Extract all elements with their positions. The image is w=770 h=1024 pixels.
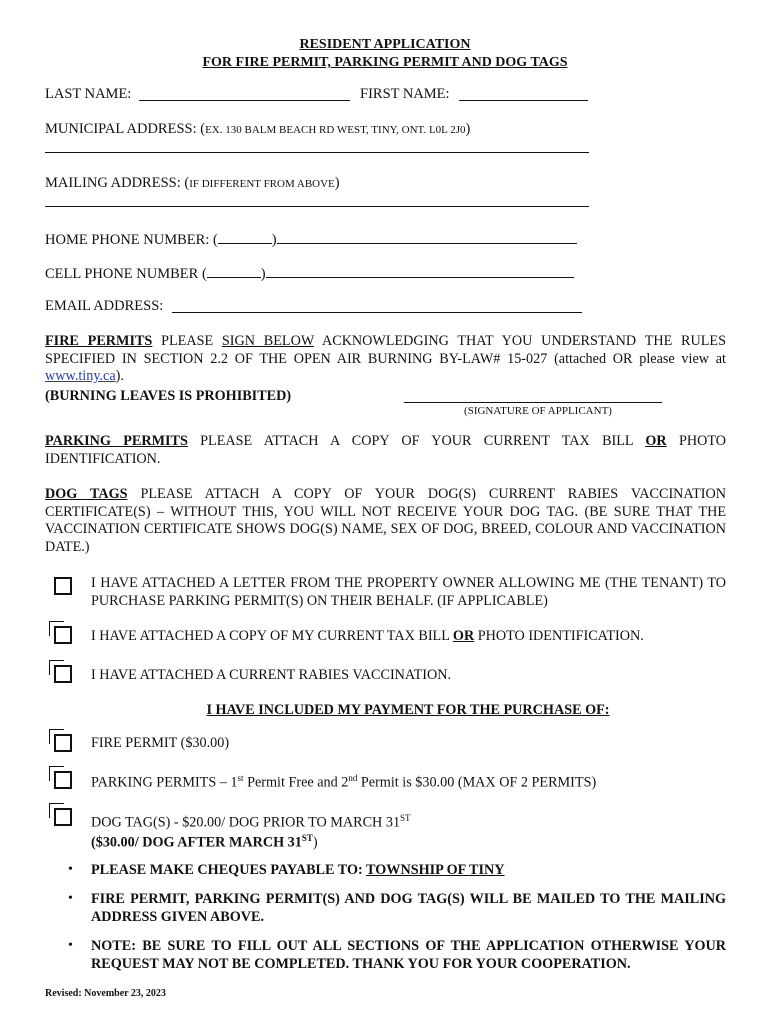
bullet-dot: • bbox=[68, 862, 73, 877]
cell-phone-area-field[interactable] bbox=[207, 263, 261, 278]
tax-bill-checkbox[interactable] bbox=[54, 626, 72, 644]
tenant-letter-checkbox[interactable] bbox=[54, 577, 72, 595]
signature-field[interactable] bbox=[404, 402, 662, 403]
township-of-tiny: TOWNSHIP OF TINY bbox=[366, 862, 505, 878]
fire-permits-heading: FIRE PERMITS bbox=[45, 333, 153, 349]
first-name-field[interactable] bbox=[459, 86, 588, 101]
cheques-payable-text: PLEASE MAKE CHEQUES PAYABLE TO: TOWNSHIP OF TINY bbox=[91, 862, 505, 878]
last-name-field[interactable] bbox=[139, 86, 350, 101]
first-name-label: FIRST NAME: bbox=[360, 86, 450, 102]
parking-permits-payment-text: PARKING PERMITS – 1st Permit Free and 2nd Permit is $30.00 (MAX OF 2 PERMITS) bbox=[91, 773, 597, 791]
burning-leaves-prohibited: (BURNING LEAVES IS PROHIBITED) bbox=[45, 388, 292, 404]
parking-permits-checkbox[interactable] bbox=[54, 771, 72, 789]
municipal-address-label: MUNICIPAL ADDRESS: (EX. 130 BALM BEACH RD WEST, TINY, ONT. L0L 2J0) bbox=[45, 121, 471, 137]
mailing-address-label: MAILING ADDRESS: (IF DIFFERENT FROM ABOVE) bbox=[45, 175, 340, 191]
last-name-label: LAST NAME: bbox=[45, 86, 132, 102]
fire-permit-checkbox[interactable] bbox=[54, 734, 72, 752]
dog-tags-heading: DOG TAGS bbox=[45, 486, 128, 502]
tenant-letter-text: I HAVE ATTACHED A LETTER FROM THE PROPERTY OWNER ALLOWING ME (THE TENANT) TO PURCHASE PARKING PERMIT(S) ON THEIR BEHALF. (IF APPLICABLE) bbox=[91, 575, 726, 609]
sign-below-text: SIGN BELOW bbox=[221, 333, 314, 349]
mailing-address-note: IF DIFFERENT FROM ABOVE bbox=[189, 178, 335, 190]
rabies-vaccination-text: I HAVE ATTACHED A CURRENT RABIES VACCINATION. bbox=[91, 667, 452, 683]
rabies-vaccination-checkbox[interactable] bbox=[54, 665, 72, 683]
parking-permits-heading: PARKING PERMITS bbox=[45, 433, 188, 449]
signature-label: (SIGNATURE OF APPLICANT) bbox=[464, 405, 612, 417]
cell-phone-label: CELL PHONE NUMBER ( ) bbox=[45, 263, 574, 283]
cell-phone-field[interactable] bbox=[266, 263, 574, 278]
bullet-dot: • bbox=[68, 938, 73, 953]
home-phone-area-field[interactable] bbox=[218, 229, 272, 244]
home-phone-field[interactable] bbox=[277, 229, 577, 244]
revised-date: Revised: November 23, 2023 bbox=[45, 988, 166, 999]
mailing-notice-text: FIRE PERMIT, PARKING PERMIT(S) AND DOG TAG(S) WILL BE MAILED TO THE MAILING ADDRESS GIVEN ABOVE. bbox=[91, 891, 726, 925]
dog-tags-late-fee: ($30.00/ DOG AFTER MARCH 31ST) bbox=[91, 833, 318, 851]
fire-permit-payment-text: FIRE PERMIT ($30.00) bbox=[91, 735, 230, 751]
payment-heading: I HAVE INCLUDED MY PAYMENT FOR THE PURCHASE OF: bbox=[206, 702, 610, 718]
fire-permits-paragraph: FIRE PERMITS PLEASE SIGN BELOW ACKNOWLEDGING THAT YOU UNDERSTAND THE RULES SPECIFIED IN SECTION 2.2 OF THE OPEN AIR BURNING BY-LAW# 15-027 (attached OR please view at www.tiny.ca). bbox=[45, 333, 726, 384]
form-subtitle: FOR FIRE PERMIT, PARKING PERMIT AND DOG TAGS bbox=[202, 55, 568, 70]
mailing-address-field[interactable] bbox=[45, 206, 589, 207]
parking-permits-paragraph: PARKING PERMITS PLEASE ATTACH A COPY OF YOUR CURRENT TAX BILL OR PHOTO IDENTIFICATION. bbox=[45, 433, 726, 467]
form-title: RESIDENT APPLICATION bbox=[299, 37, 471, 52]
bullet-dot: • bbox=[68, 891, 73, 906]
email-label: EMAIL ADDRESS: bbox=[45, 298, 164, 314]
tiny-website-link[interactable]: www.tiny.ca bbox=[45, 368, 116, 384]
tax-bill-text: I HAVE ATTACHED A COPY OF MY CURRENT TAX BILL OR PHOTO IDENTIFICATION. bbox=[91, 628, 644, 644]
municipal-address-example: EX. 130 BALM BEACH RD WEST, TINY, ONT. L0L 2J0 bbox=[205, 124, 466, 136]
municipal-address-field[interactable] bbox=[45, 152, 589, 153]
dog-tags-checkbox[interactable] bbox=[54, 808, 72, 826]
email-field[interactable] bbox=[172, 298, 582, 313]
dog-tags-payment-text: DOG TAG(S) - $20.00/ DOG PRIOR TO MARCH 31ST bbox=[91, 813, 411, 831]
completion-notice-text: NOTE: BE SURE TO FILL OUT ALL SECTIONS OF THE APPLICATION OTHERWISE YOUR REQUEST MAY NOT BE COMPLETED. THANK YOU FOR YOUR COOPERATION. bbox=[91, 938, 726, 972]
home-phone-label: HOME PHONE NUMBER: ( ) bbox=[45, 229, 577, 249]
dog-tags-paragraph: DOG TAGS PLEASE ATTACH A COPY OF YOUR DOG(S) CURRENT RABIES VACCINATION CERTIFICATE(S) – WITHOUT THIS, YOU WILL NOT RECEIVE YOUR DOG TAG. (BE SURE THAT THE VACCINATION CERTIFICATE SHOWS DOG(S) NAME, SEX OF DOG, BREED, COLOUR AND VACCINATION DATE.) bbox=[45, 486, 726, 555]
